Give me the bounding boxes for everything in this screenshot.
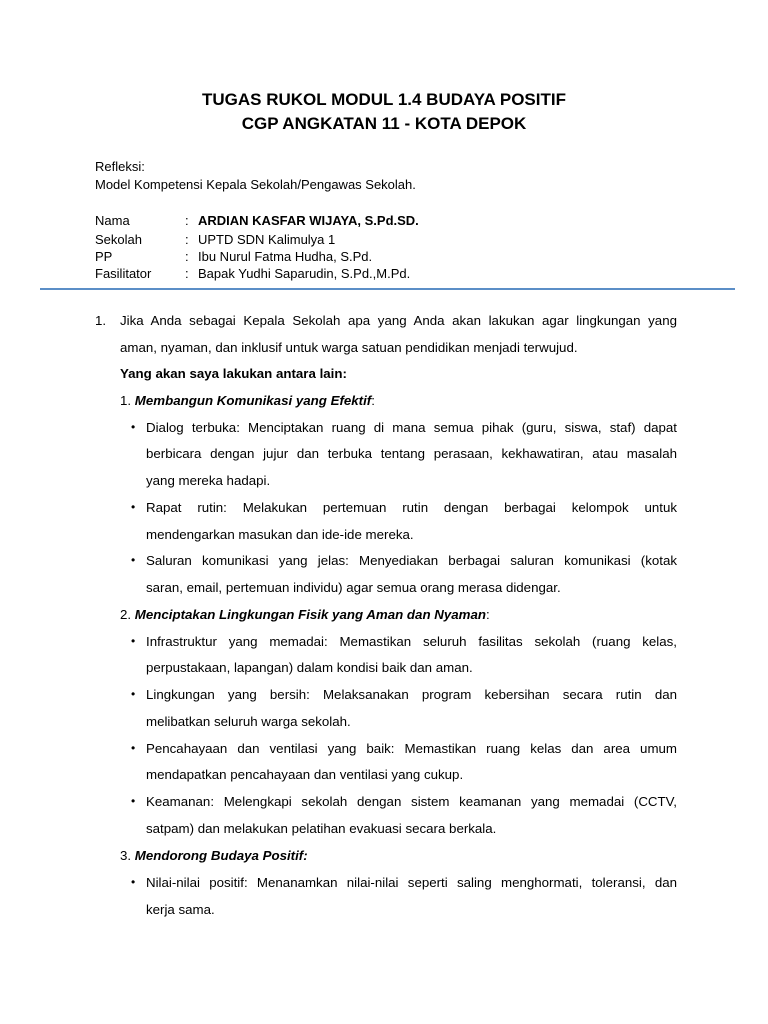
section-heading-1: 1. Membangun Komunikasi yang Efektif: bbox=[120, 393, 375, 408]
info-value-fasilitator: Bapak Yudhi Saparudin, S.Pd.,M.Pd. bbox=[198, 266, 411, 281]
question-text-line: Jika Anda sebagai Kepala Sekolah apa yang Anda akan lakukan agar lingkungan yang bbox=[120, 313, 677, 328]
bullet-icon: • bbox=[131, 687, 136, 701]
info-colon: : bbox=[185, 266, 189, 281]
bullet-text-line: berbicara dengan jujur dan terbuka tentang perasaan, kekhawatiran, atau masalah bbox=[146, 446, 677, 461]
horizontal-divider bbox=[40, 288, 735, 290]
info-label: Fasilitator bbox=[95, 266, 152, 281]
bullet-text-line: satpam) dan melakukan pelatihan evakuasi secara berkala. bbox=[146, 821, 497, 836]
bullet-icon: • bbox=[131, 741, 136, 755]
bullet-text-line: Saluran komunikasi yang jelas: Menyediakan berbagai saluran komunikasi (kotak bbox=[146, 553, 677, 568]
bullet-text-line: Pencahayaan dan ventilasi yang baik: Memastikan ruang kelas dan area umum bbox=[146, 741, 677, 756]
bullet-text-line: Rapat rutin: Melakukan pertemuan rutin dengan berbagai kelompok untuk bbox=[146, 500, 677, 515]
bullet-text-line: melibatkan seluruh warga sekolah. bbox=[146, 714, 351, 729]
bullet-text-line: Dialog terbuka: Menciptakan ruang di mana semua pihak (guru, siswa, staf) dapat bbox=[146, 420, 677, 435]
bullet-icon: • bbox=[131, 794, 136, 808]
bullet-text-line: kerja sama. bbox=[146, 902, 215, 917]
question-text-line: aman, nyaman, dan inklusif untuk warga satuan pendidikan menjadi terwujud. bbox=[120, 340, 578, 355]
reflection-label: Refleksi: bbox=[95, 159, 145, 174]
info-label: Nama bbox=[95, 213, 130, 228]
document-title: TUGAS RUKOL MODUL 1.4 BUDAYA POSITIF bbox=[202, 90, 566, 109]
bullet-icon: • bbox=[131, 875, 136, 889]
info-value-sekolah: UPTD SDN Kalimulya 1 bbox=[198, 232, 336, 247]
bullet-text-line: Infrastruktur yang memadai: Memastikan seluruh fasilitas sekolah (ruang kelas, bbox=[146, 634, 677, 649]
answer-intro: Yang akan saya lakukan antara lain: bbox=[120, 366, 347, 381]
section-heading-2: 2. Menciptakan Lingkungan Fisik yang Aman dan Nyaman: bbox=[120, 607, 490, 622]
bullet-icon: • bbox=[131, 553, 136, 567]
info-label: PP bbox=[95, 249, 113, 264]
info-value-pp: Ibu Nurul Fatma Hudha, S.Pd. bbox=[198, 249, 373, 264]
bullet-text-line: yang mereka hadapi. bbox=[146, 473, 271, 488]
bullet-text-line: Keamanan: Melengkapi sekolah dengan sistem keamanan yang memadai (CCTV, bbox=[146, 794, 677, 809]
bullet-text-line: Lingkungan yang bersih: Melaksanakan program kebersihan secara rutin dan bbox=[146, 687, 677, 702]
bullet-text-line: Nilai-nilai positif: Menanamkan nilai-nilai seperti saling menghormati, toleransi, dan bbox=[146, 875, 677, 890]
bullet-icon: • bbox=[131, 500, 136, 514]
document-subtitle: CGP ANGKATAN 11 - KOTA DEPOK bbox=[241, 114, 527, 133]
info-row-fasilitator bbox=[95, 265, 695, 282]
section-heading-3: 3. Mendorong Budaya Positif: bbox=[120, 848, 308, 863]
info-colon: : bbox=[185, 249, 189, 264]
bullet-icon: • bbox=[131, 634, 136, 648]
bullet-text-line: mendapatkan pencahayaan dan ventilasi yang cukup. bbox=[146, 767, 464, 782]
bullet-text-line: mendengarkan masukan dan ide-ide mereka. bbox=[146, 527, 414, 542]
bullet-text-line: perpustakaan, lapangan) dalam kondisi baik dan aman. bbox=[146, 660, 473, 675]
info-row-sekolah bbox=[95, 231, 695, 248]
bullet-text-line: saran, email, pertemuan individu) agar semua orang merasa didengar. bbox=[146, 580, 561, 595]
info-colon: : bbox=[185, 213, 189, 228]
info-colon: : bbox=[185, 232, 189, 247]
info-row-pp bbox=[95, 248, 695, 265]
reflection-subject: Model Kompetensi Kepala Sekolah/Pengawas Sekolah. bbox=[95, 177, 416, 192]
bullet-icon: • bbox=[131, 420, 136, 434]
info-row-nama bbox=[95, 212, 695, 229]
question-number: 1. bbox=[95, 313, 107, 328]
info-value-nama: ARDIAN KASFAR WIJAYA, S.Pd.SD. bbox=[198, 213, 419, 228]
info-label: Sekolah bbox=[95, 232, 142, 247]
